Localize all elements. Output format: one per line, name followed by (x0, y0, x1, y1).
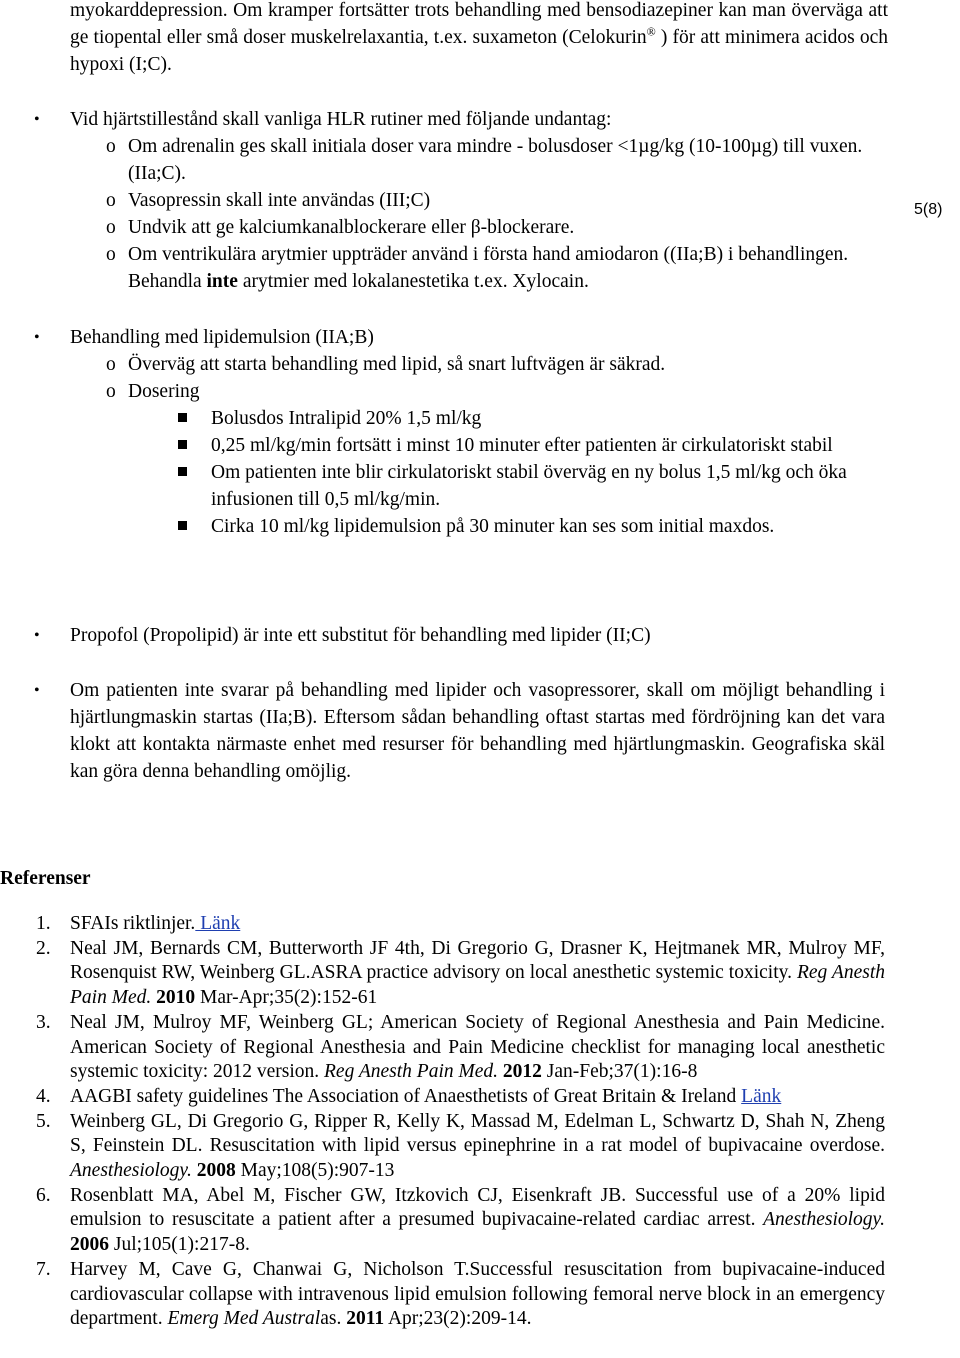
bullet-marker: • (34, 329, 40, 346)
reference-number: 5. (36, 1110, 51, 1132)
reference-year: 2011 (341, 1308, 385, 1330)
reference-volume: Jul;105(1):217-8. (109, 1234, 250, 1256)
reference-item (0, 1258, 885, 1332)
dosing-list (70, 405, 885, 540)
bullet-text: Propofol (Propolipid) är inte ett substitut för behandling med lipider (II;C) (70, 625, 651, 646)
reference-year: 2006 (70, 1234, 109, 1256)
reference-item (0, 1085, 885, 1110)
reference-volume: Apr;23(2):209-14. (384, 1308, 532, 1330)
reference-number: 4. (36, 1085, 51, 1107)
sub-item-consider-lipid (70, 351, 885, 378)
reference-text: AAGBI safety guidelines The Association of Anaesthetists of Great Britain & Ireland (70, 1085, 742, 1107)
sub-marker: o (106, 190, 116, 211)
reference-journal: Anesthesiology. (70, 1160, 192, 1182)
reference-volume: Jan-Feb;37(1):16-8 (541, 1061, 698, 1083)
sub-item-blockers (70, 214, 885, 241)
page-number: 5(8) (914, 201, 943, 218)
reference-item (0, 937, 885, 1011)
sub-text-bold: inte (206, 271, 238, 292)
dosing-item (70, 513, 885, 540)
sub-text-end: arytmier med lokalanestetika t.ex. Xylocain. (237, 271, 589, 292)
sub-marker: o (106, 136, 116, 157)
bullet-text: Om patienten inte svarar på behandling med lipider och vasopressorer, skall om möjligt behandling i hjärtlungmaskin startas (IIa;B). Eftersom sådan behandling oftast startas med fördröjning kan det vara klokt att kontakta närmaste enhet med resurser för behandling med hjärtlungmaskin. Geografiska skäl kan göra denna behandling omöjlig. (70, 680, 885, 782)
reference-text: SFAIs riktlinjer. (70, 913, 196, 934)
sub-text: Undvik att ge kalciumkanalblockerare eller β-blockerare. (128, 217, 575, 238)
reference-text: Weinberg GL, Di Gregorio G, Ripper R, Kelly K, Massad M, Edelman L, Schwartz D, Shah N, Zheng S, Feinstein DL. Resuscitation with lipid versus epinephrine in a rat model of bupivacaine overdose. (70, 1110, 885, 1157)
reference-text: Harvey M, Cave G, Chanwai G, Nicholson T.Successful resuscitation from bupivacaine-induced cardiovascular collapse with intravenous lipid emulsion following femoral nerve block in an emergency department. (70, 1258, 885, 1330)
bullet-marker: • (34, 111, 40, 128)
dosing-item (70, 459, 885, 513)
sub-item-dosing (70, 378, 885, 405)
reference-number: 3. (36, 1011, 51, 1033)
reference-number: 7. (36, 1258, 51, 1280)
dosing-text: Cirka 10 ml/kg lipidemulsion på 30 minuter kan ses som initial maxdos. (211, 516, 775, 537)
dosing-text: Om patienten inte blir cirkulatoriskt stabil överväg en ny bolus 1,5 ml/kg och öka infusionen till 0,5 ml/kg/min. (211, 462, 847, 510)
reference-number: 2. (36, 937, 51, 959)
reference-year: 2012 (498, 1061, 542, 1083)
square-bullet-icon (178, 440, 187, 449)
sub-item-vasopressin (70, 187, 885, 214)
reference-item (0, 1011, 885, 1085)
reference-volume: May;108(5):907-13 (235, 1160, 395, 1182)
reference-item (0, 1110, 885, 1184)
bullet-text: Behandling med lipidemulsion (IIA;B) (70, 327, 374, 348)
sub-text: Om adrenalin ges skall initiala doser vara mindre - bolusdoser <1µg/kg (10-100µg) till vuxen. (IIa;C). (128, 136, 863, 184)
sub-text: Dosering (128, 381, 200, 402)
intro-text-end: ) för att minimera acidos och hypoxi (I;C). (70, 27, 889, 75)
reference-number: 1. (36, 913, 51, 934)
sub-text: Överväg att starta behandling med lipid, så snart luftvägen är säkrad. (128, 354, 666, 375)
intro-paragraph (70, 0, 888, 78)
intro-text: myokarddepression. Om kramper fortsätter trots behandling med bensodiazepiner kan man överväga att ge tiopental eller små doser muskelrelaxantia, t.ex. suxameton (Celokurin (70, 0, 888, 48)
reference-year: 2010 (151, 987, 196, 1009)
bullet-marker: • (34, 627, 40, 644)
reference-text: Neal JM, Mulroy MF, Weinberg GL; American Society of Regional Anesthesia and Pain Medicine. American Society of Regional Anesthesia and Pain Medicine checklist for managing local anesthetic systemic toxicity: 2012 version. (70, 1011, 885, 1083)
dosing-text: Bolusdos Intralipid 20% 1,5 ml/kg (211, 408, 482, 429)
reference-link[interactable]: Länk (741, 1085, 782, 1107)
bullet-marker: • (34, 682, 40, 699)
square-bullet-icon (178, 413, 187, 422)
reference-journal: Anesthesiology. (763, 1209, 885, 1231)
reference-volume: Mar-Apr;35(2):152-61 (195, 987, 378, 1009)
reference-item (0, 1184, 885, 1258)
sub-item-arrhythmia (70, 241, 885, 295)
reference-text: Rosenblatt MA, Abel M, Fischer GW, Itzkovich CJ, Eisenkraft JB. Successful use of a 20% lipid emulsion to resuscitate a patient after a presumed bupivacaine-related cardiac arrest. (70, 1184, 885, 1231)
dosing-item (70, 405, 885, 432)
square-bullet-icon (178, 467, 187, 476)
bullet-text: Vid hjärtstillestånd skall vanliga HLR rutiner med följande undantag: (70, 109, 612, 130)
sub-text: Vasopressin skall inte användas (III;C) (128, 190, 431, 211)
sub-marker: o (106, 244, 116, 265)
sub-text: Om ventrikulära arytmier uppträder använd i första hand amiodaron ((IIa;B) i behandlingen. Behandla (128, 244, 849, 292)
reference-number: 6. (36, 1184, 51, 1206)
reference-year: 2008 (191, 1160, 236, 1182)
reference-link[interactable]: Länk (195, 913, 241, 934)
reference-item (0, 912, 885, 937)
references-heading: Referenser (0, 868, 91, 889)
sub-marker: o (106, 381, 116, 402)
reference-text: Neal JM, Bernards CM, Butterworth JF 4th, Di Gregorio G, Drasner K, Hejtmanek MR, Mulroy MF, Rosenquist RW, Weinberg GL.ASRA practice advisory on local anesthetic systemic toxicity. (70, 937, 885, 984)
sub-marker: o (106, 354, 116, 375)
square-bullet-icon (178, 521, 187, 530)
reference-journal: Reg Anesth Pain Med. (324, 1061, 499, 1083)
reference-journal-tail: as. (320, 1308, 342, 1330)
references-list (0, 912, 960, 1332)
dosing-item (70, 432, 885, 459)
sub-marker: o (106, 217, 116, 238)
reference-journal: Reg Anesth Pain Med. (70, 962, 885, 1009)
sub-item-adrenalin (70, 133, 885, 187)
registered-mark: ® (646, 24, 656, 39)
dosing-text: 0,25 ml/kg/min fortsätt i minst 10 minuter efter patienten är cirkulatoriskt stabil (211, 435, 833, 456)
reference-journal: Emerg Med Austral (167, 1308, 321, 1330)
